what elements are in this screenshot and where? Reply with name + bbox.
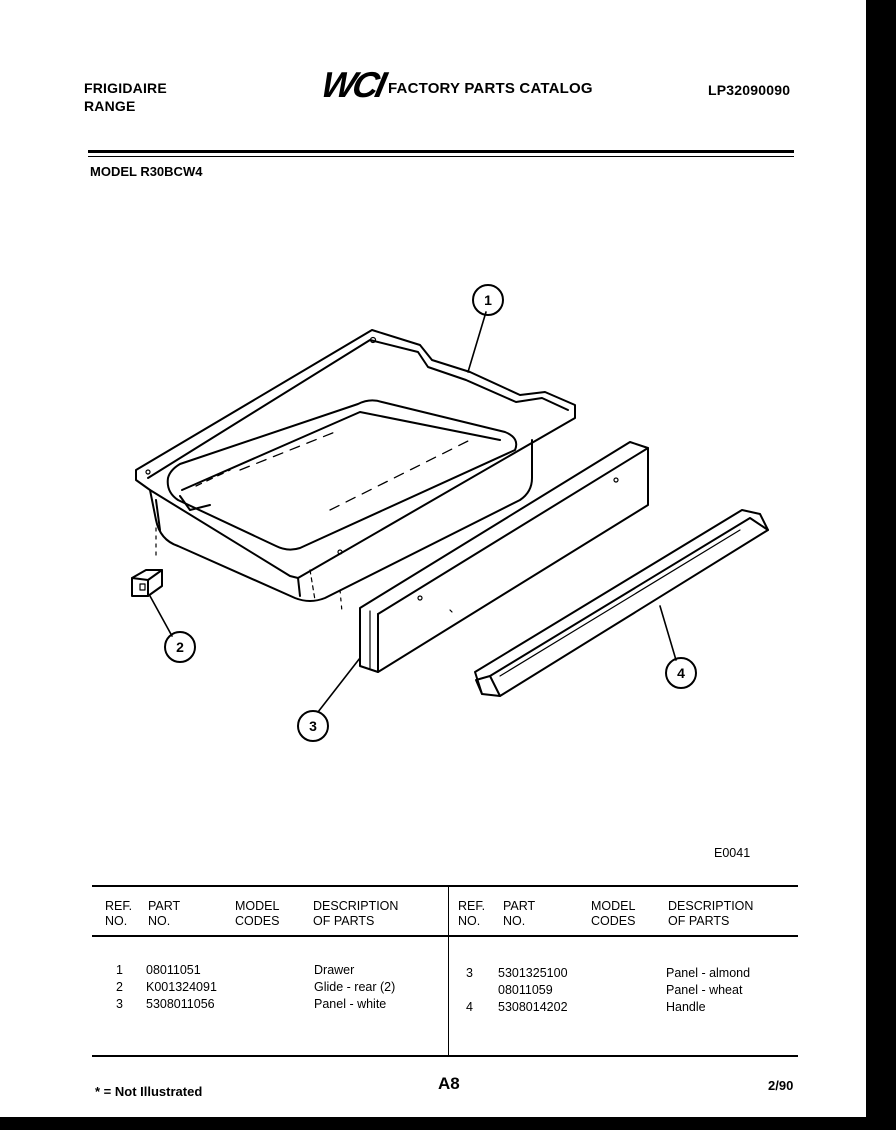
row-ref: 2 <box>116 980 123 994</box>
table-divider <box>448 885 449 1057</box>
catalog-title: FACTORY PARTS CATALOG <box>388 80 593 97</box>
callout-label-4: 4 <box>677 665 685 681</box>
row-ref: 4 <box>466 1000 473 1014</box>
header-model-codes-right: MODEL CODES <box>591 899 636 928</box>
model-label: MODEL R30BCW4 <box>90 164 203 179</box>
page-number: A8 <box>438 1074 460 1093</box>
table-top-rule <box>92 885 798 887</box>
row-description: Glide - rear (2) <box>314 980 396 994</box>
row-ref: 3 <box>116 997 123 1011</box>
row-ref: 3 <box>466 966 473 980</box>
header-description: DESCRIPTION OF PARTS <box>313 899 399 928</box>
row-part-no: 08011051 <box>146 963 201 977</box>
callout-label-1: 1 <box>484 292 492 308</box>
leader-line-3 <box>318 658 360 712</box>
wci-logo: WCI <box>317 64 388 105</box>
header-ref-no: REF. NO. <box>105 899 133 928</box>
row-description: Panel - almond <box>666 966 751 980</box>
brand-name: FRIGIDAIRE <box>84 80 167 96</box>
glide-part <box>132 570 162 596</box>
header-model-codes: MODEL CODES <box>235 899 280 928</box>
row-description: Panel - wheat <box>666 983 743 997</box>
header-part-no-right: PART NO. <box>503 899 536 928</box>
figure-code: E0041 <box>714 846 751 860</box>
row-part-no: 08011059 <box>498 983 553 997</box>
callout-label-2: 2 <box>176 639 184 655</box>
leader-line-4 <box>660 606 676 660</box>
row-description: Drawer <box>314 963 355 977</box>
revision-date: 2/90 <box>768 1078 794 1093</box>
table-bottom-rule <box>92 1055 798 1057</box>
catalog-number: LP32090090 <box>708 82 791 98</box>
drawer-part <box>136 330 575 612</box>
header-part-no: PART NO. <box>148 899 181 928</box>
row-part-no: 5308011056 <box>146 997 215 1011</box>
callout-label-3: 3 <box>309 718 317 734</box>
footnote: * = Not Illustrated <box>95 1084 203 1099</box>
header-ref-no-right: REF. NO. <box>458 899 486 928</box>
table-header-rule <box>92 935 798 937</box>
header-description-right: DESCRIPTION OF PARTS <box>668 899 754 928</box>
handle-part <box>475 510 768 696</box>
leader-line-2 <box>150 596 172 636</box>
leader-line-1 <box>468 312 486 372</box>
row-description: Panel - white <box>314 997 387 1011</box>
row-part-no: K001324091 <box>146 980 217 994</box>
panel-part <box>360 442 648 672</box>
row-part-no: 5301325100 <box>498 966 568 980</box>
product-type: RANGE <box>84 98 136 114</box>
row-ref: 1 <box>116 963 123 977</box>
row-description: Handle <box>666 1000 706 1014</box>
row-part-no: 5308014202 <box>498 1000 568 1014</box>
